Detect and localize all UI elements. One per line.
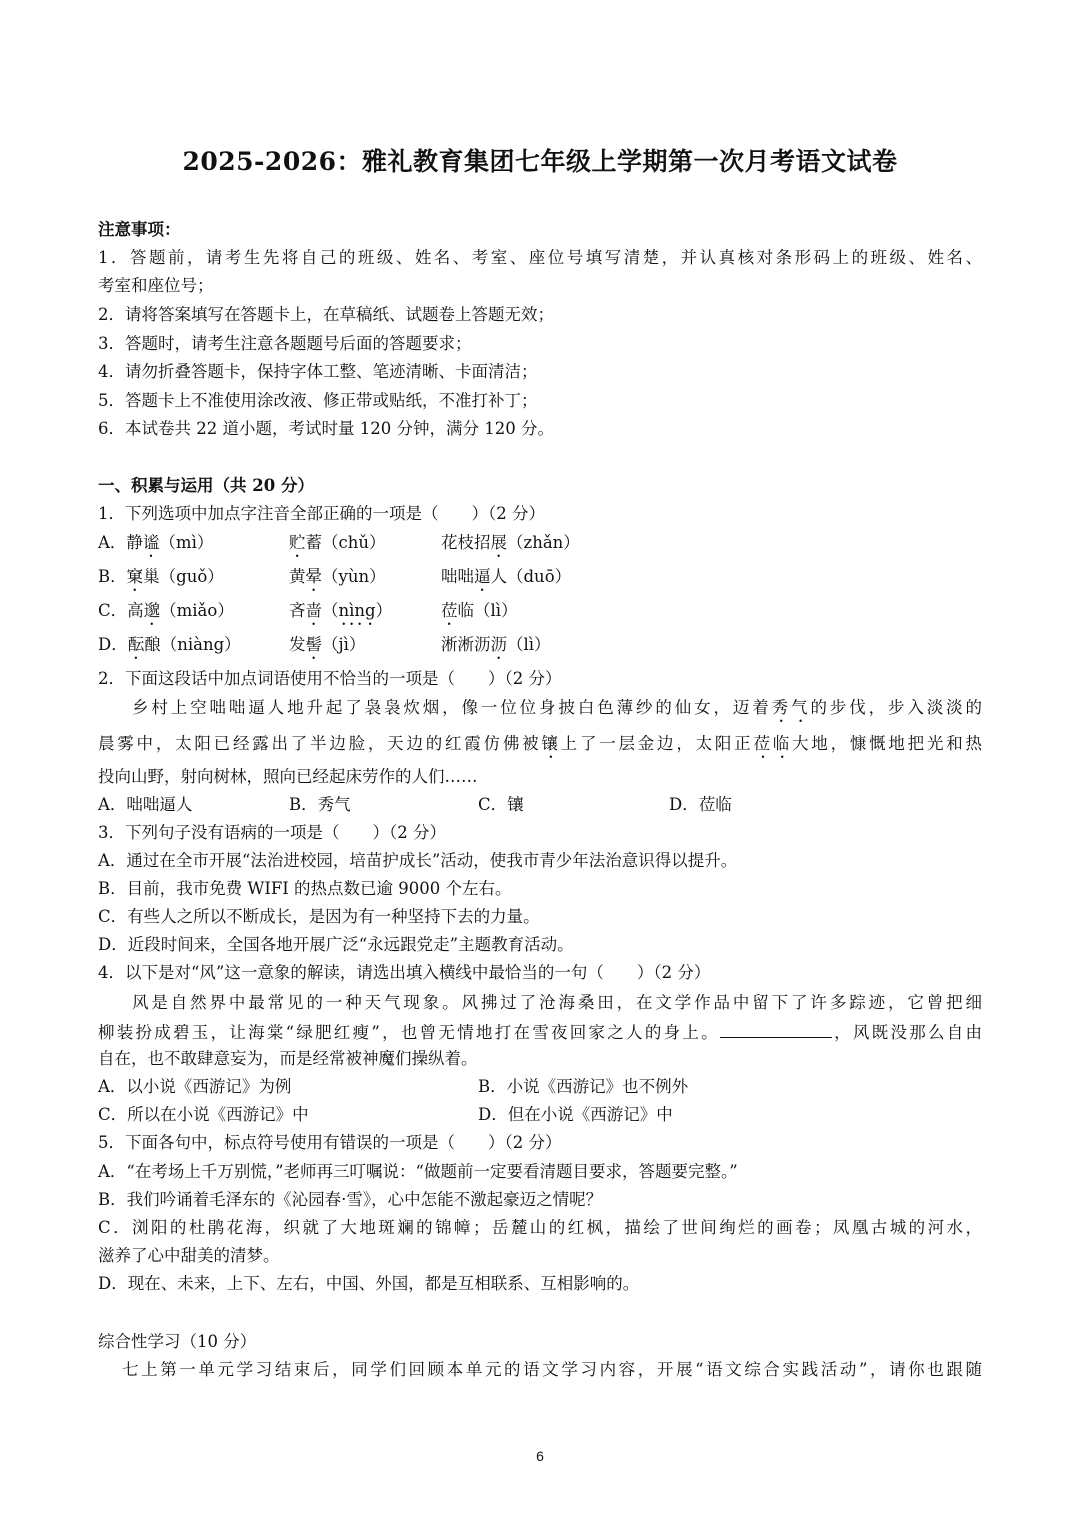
q4-passage-line-2 (98, 1021, 982, 1044)
q1-d3-pinyin: （lì） (507, 635, 551, 654)
q2-p2-dotted-1: 镶 (541, 734, 561, 753)
q1-c3-dotted: 莅 (441, 601, 458, 620)
q3-option-c: C．有些人之所以不断成长，是因为有一种坚持下去的力量。 (98, 907, 540, 926)
q2-p2-b: 上了一层金边，太阳正 (560, 734, 754, 753)
section2-heading: 综合性学习（10 分） (98, 1332, 257, 1351)
q1-c3-text: 临（lì） (457, 601, 518, 620)
q1-a-dotted: 谧 (142, 533, 160, 552)
notice-item-4: 4．请勿折叠答题卡，保持字体工整、笔迹清晰、卡面清洁； (98, 362, 538, 381)
q5-option-d: D．现在、未来，上下、左右，中国、外国，都是互相联系、互相影响的。 (98, 1274, 640, 1293)
q4-option-b: B．小说《西游记》也不例外 (478, 1077, 689, 1096)
q2-passage-line-2 (98, 733, 982, 762)
page-number: 6 (536, 1448, 544, 1464)
q4-option-d: D．但在小说《西游记》中 (478, 1105, 673, 1124)
q5-option-c: C．浏阳的杜鹃花海，织就了大地斑斓的锦幛；岳麓山的红枫，描绘了世间绚烂的画卷；凤凰古城的河水， (98, 1218, 982, 1237)
exam-title: 2025-2026：雅礼教育集团七年级上学期第一次月考语文试卷 (182, 147, 898, 176)
q1-a2-text: 蓄（chǔ） (305, 533, 386, 552)
notice-item-1-cont: 考室和座位号； (98, 276, 214, 295)
q4-option-a: A．以小说《西游记》为例 (98, 1077, 292, 1096)
q5-stem: 5．下面各句中，标点符号使用有错误的一项是（ ）（2 分） (98, 1133, 562, 1152)
q2-p1-a: 乡村上空咄咄逼人地升起了袅袅炊烟，像一位位身披白色薄纱的仙女，迈着 (132, 698, 772, 717)
q1-a-text: A．静 (98, 533, 143, 552)
q2-p2-dotted-2: 莅临 (753, 734, 793, 753)
q4-stem: 4．以下是对“风”这一意象的解读，请选出填入横线中最恰当的一句（ ）（2 分） (98, 963, 711, 982)
q1-c-dotted: 邈 (143, 601, 161, 620)
q4-p2-b: ，风既没那么自由 (831, 1023, 983, 1042)
q4-passage-line-3: 自在，也不敢肆意妄为，而是经常被神魔们操纵着。 (98, 1049, 478, 1068)
q3-stem: 3．下列句子没有语病的一项是（ ）（2 分） (98, 823, 446, 842)
q4-p2-a: 柳装扮成碧玉，让海棠“绿肥红瘦”，也曾无情地打在雪夜回家之人的身上。 (98, 1023, 720, 1042)
q1-c-text: C．高 (98, 601, 144, 620)
section1-heading: 一、积累与运用（共 20 分） (98, 476, 314, 495)
notice-item-5: 5．答题卡上不准使用涂改液、修正带或贴纸，不准打补丁； (98, 391, 538, 410)
q3-option-a: A．通过在全市开展“法治进校园，培苗护成长”活动，使我市青少年法治意识得以提升。 (98, 851, 738, 870)
q1-d3-dotted: 沥 (490, 635, 507, 654)
q3-option-b: B．目前，我市免费 WIFI 的热点数已逾 9000 个左右。 (98, 879, 512, 898)
q1-stem: 1．下列选项中加点字注音全部正确的一项是（ ）（2 分） (98, 504, 545, 523)
section2-intro: 七上第一单元学习结束后，同学们回顾本单元的语文学习内容，开展“语文综合实践活动”，请你也跟随 (122, 1360, 982, 1379)
q1-c2-text: 吝 (289, 601, 306, 620)
notice-item-2: 2．请将答案填写在答题卡上，在草稿纸、试题卷上答题无效； (98, 305, 554, 324)
q1-b-label: B． (98, 567, 127, 586)
q1-d-text: 酿（niàng） (144, 635, 241, 654)
q1-b3-dotted: 逼 (474, 567, 491, 586)
q2-passage-line-3: 投向山野，射向树林，照向已经起床劳作的人们…… (98, 767, 478, 786)
q1-a3-pinyin: （zhǎn） (507, 533, 580, 552)
q1-d-dotted: 酝 (127, 635, 145, 654)
q2-option-d: D．莅临 (669, 795, 732, 814)
q4-answer-blank (720, 1021, 832, 1038)
q2-option-c: C．镶 (478, 795, 524, 814)
q2-option-a: A．咄咄逼人 (98, 795, 193, 814)
q1-b-dotted: 窠 (126, 567, 144, 586)
q1-b2-dotted: 晕 (305, 567, 322, 586)
q3-option-d: D．近段时间来，全国各地开展广泛“永远跟党走”主题教育活动。 (98, 935, 574, 954)
q1-d2-text: 发 (289, 635, 306, 654)
q5-option-b: B．我们吟诵着毛泽东的《沁园春·雪》，心中怎能不激起豪迈之情呢？ (98, 1190, 603, 1209)
q1-d-label: D． (98, 635, 128, 654)
q2-option-b: B．秀气 (289, 795, 351, 814)
q1-b2-text: 黄 (289, 567, 306, 586)
q1-a3-dotted: 展 (490, 533, 507, 552)
q2-passage-line-1 (132, 697, 982, 726)
q2-p1-dotted: 秀气 (771, 698, 811, 717)
q1-b3-text: 咄咄 (441, 567, 474, 586)
q2-p2-a: 晨雾中，太阳已经露出了半边脸，天边的红霞仿佛被 (98, 734, 542, 753)
q2-p2-c: 大地，慷慨地把光和热 (792, 734, 983, 753)
q2-stem: 2．下面这段话中加点词语使用不恰当的一项是（ ）（2 分） (98, 669, 562, 688)
q1-d2-pinyin: （jì） (322, 635, 366, 654)
q1-c-pinyin: （miǎo） (160, 601, 234, 620)
q4-option-c: C．所以在小说《西游记》中 (98, 1105, 309, 1124)
q5-option-a: A．“在考场上千万别慌，”老师再三叮嘱说：“做题前一定要看清题目要求，答题要完整。” (98, 1162, 738, 1181)
q1-c2-dotted: 啬（nìng） (305, 601, 393, 620)
q2-p1-b: 的步伐，步入淡淡的 (810, 698, 983, 717)
q1-d3-text: 淅淅沥 (441, 635, 491, 654)
notice-item-3: 3．答题时，请考生注意各题题号后面的答题要求； (98, 334, 472, 353)
notice-item-1: 1．答题前，请考生先将自己的班级、姓名、考室、座位号填写清楚，并认真核对条形码上的班级、姓名、 (98, 248, 982, 267)
q5-option-c-cont: 滋养了心中甜美的清梦。 (98, 1246, 280, 1265)
q1-d2-dotted: 髻 (305, 635, 322, 654)
q1-b2-pinyin: （yùn） (322, 567, 386, 586)
q1-b-text: 巢（guǒ） (143, 567, 224, 586)
notice-heading: 注意事项： (98, 220, 181, 239)
notice-item-6: 6．本试卷共 22 道小题，考试时量 120 分钟，满分 120 分。 (98, 419, 554, 438)
q1-a3-text: 花枝招 (441, 533, 491, 552)
q1-b3-pinyin: 人（duō） (490, 567, 572, 586)
q1-a2-dotted: 贮 (289, 533, 306, 552)
q1-a-pinyin: （mì） (159, 533, 214, 552)
q4-passage-line-1: 风是自然界中最常见的一种天气现象。风拂过了沧海桑田，在文学作品中留下了许多踪迹，它曾把细 (132, 993, 982, 1012)
